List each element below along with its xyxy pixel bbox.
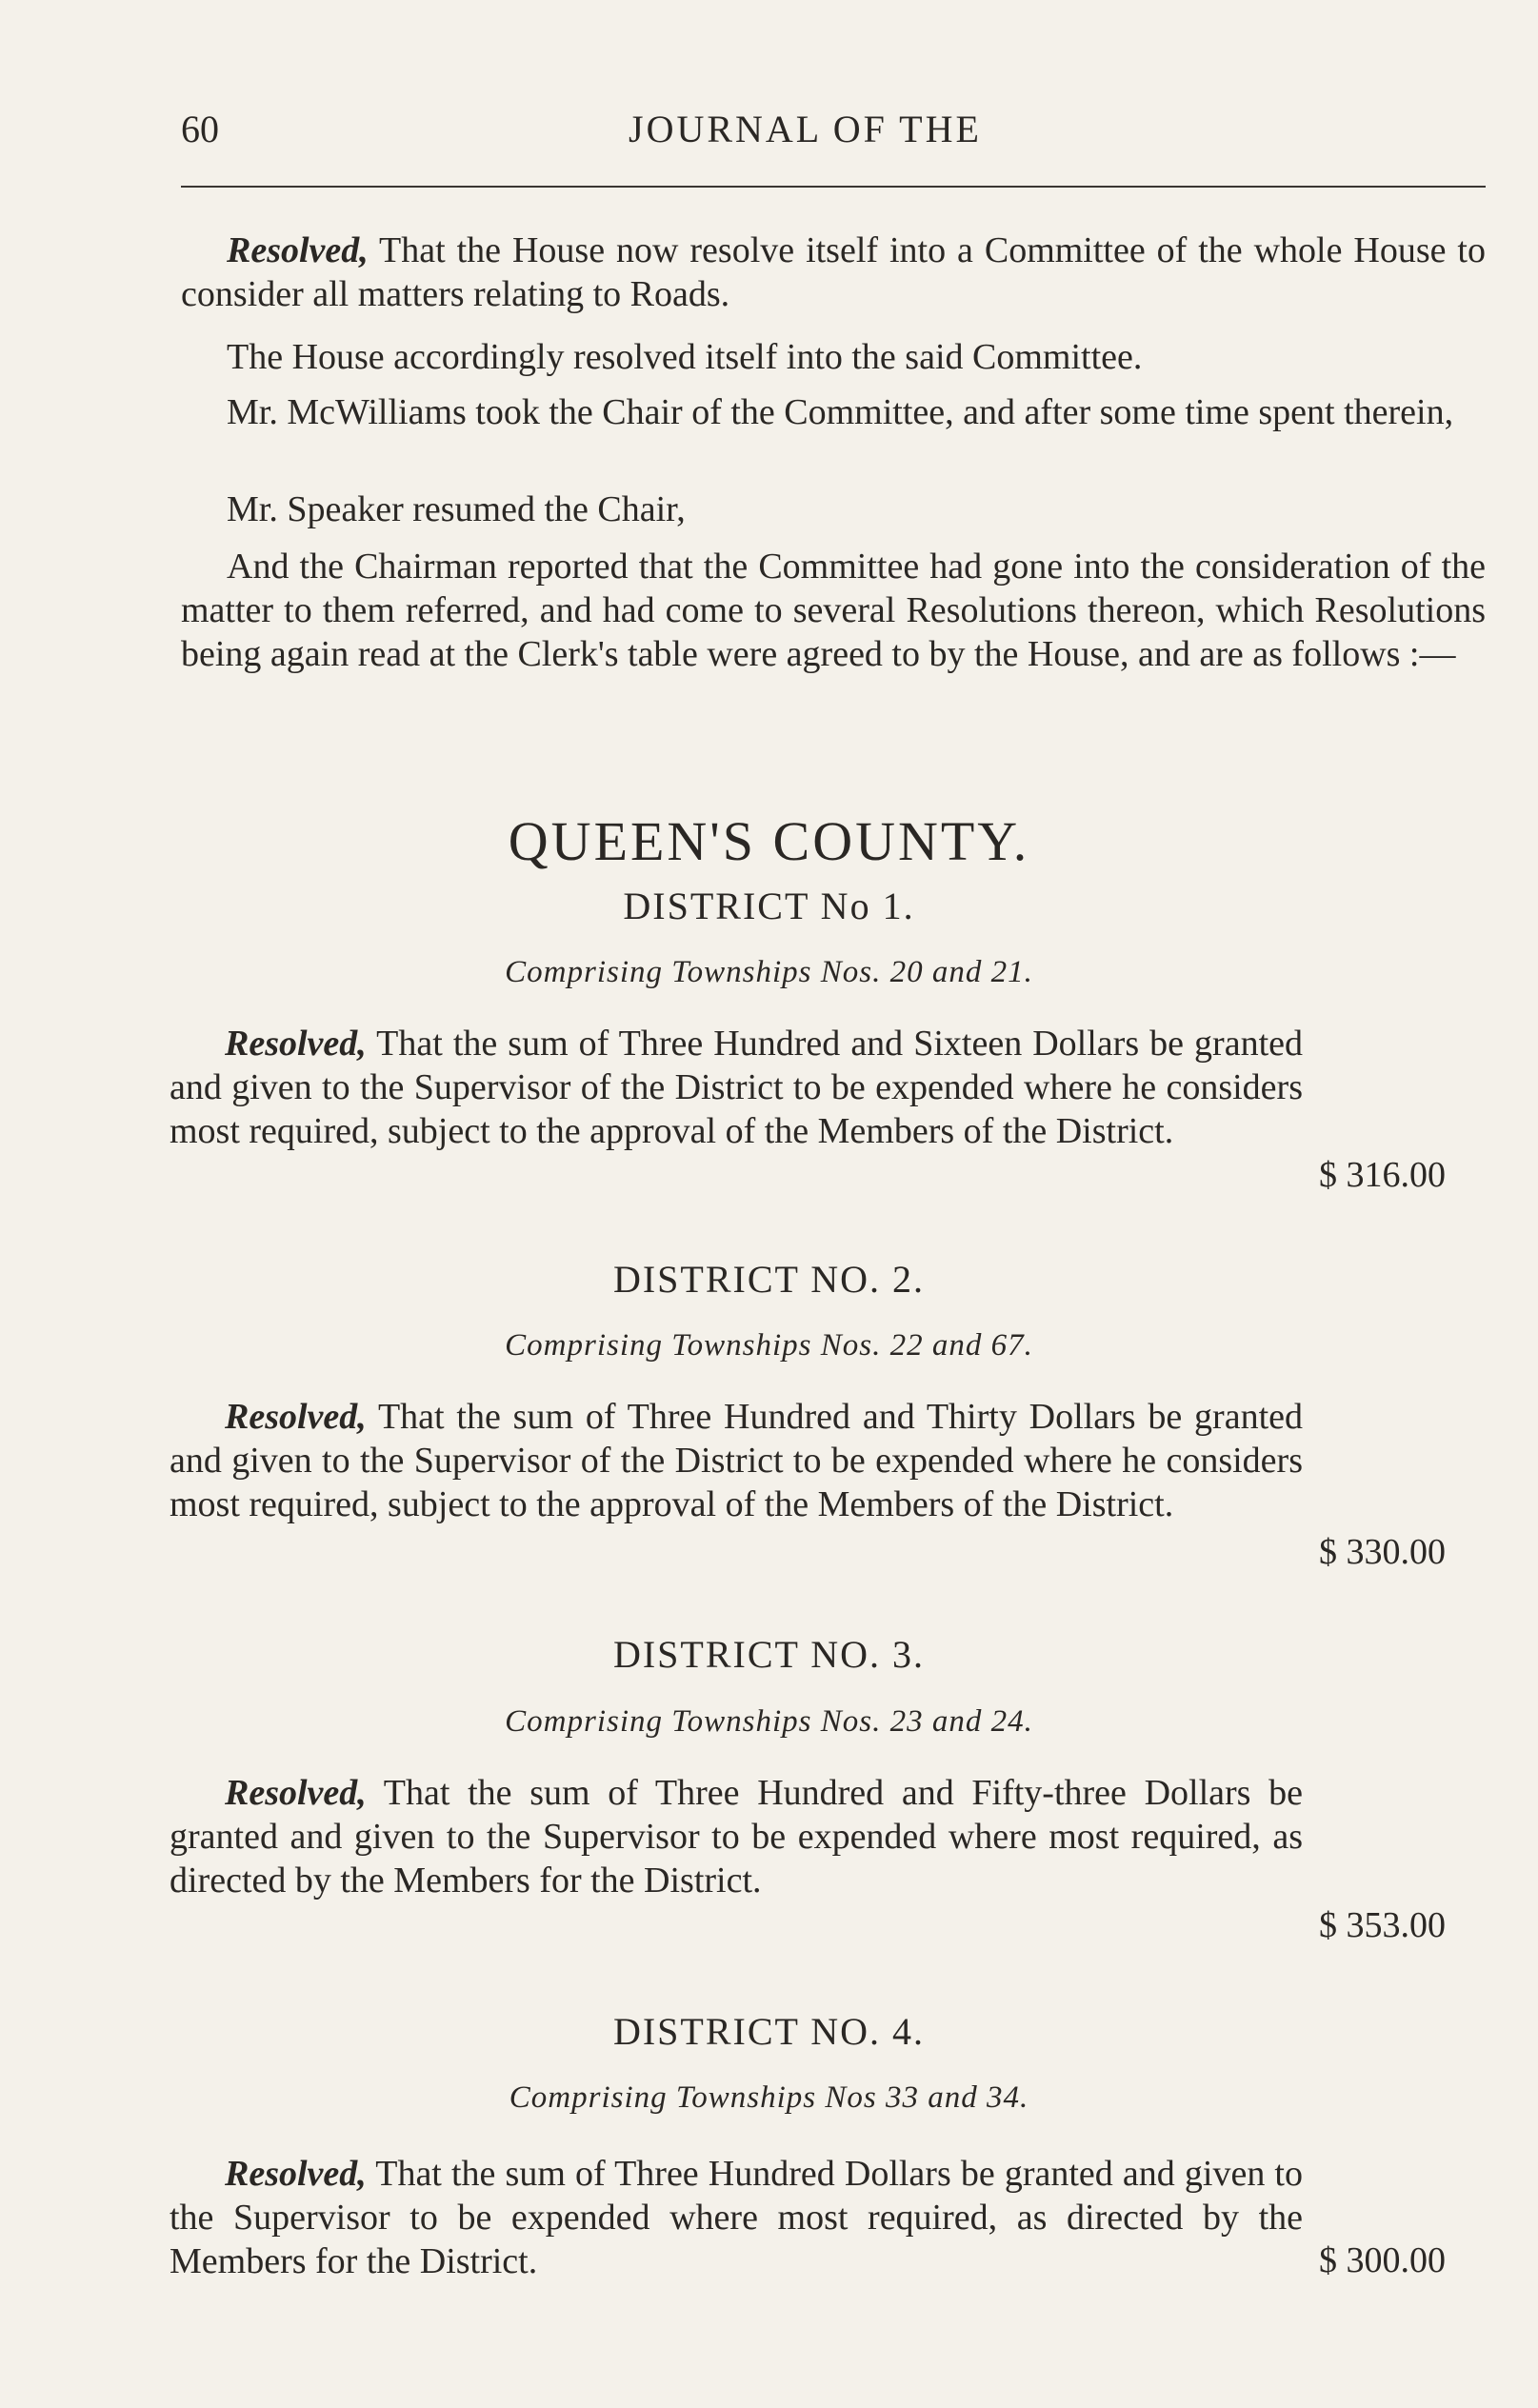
intro-paragraph-2: The House accordingly resolved itself into the said Committee. [227, 337, 1143, 377]
district-2-title: DISTRICT NO. 2. [612, 1258, 926, 1301]
district-3-title: DISTRICT NO. 3. [612, 1633, 926, 1676]
district-2-resolution: Resolved, That the sum of Three Hundred and Thirty Dollars be granted and given to the Supervisor of the District to be expended where he considers most required, subject to the approval of the Members of the District. [170, 1397, 1303, 1524]
district-3-amount: $ 353.00 [1319, 1905, 1446, 1945]
intro-resolution-text: That the House now resolve itself into a Committee of the whole House to consider all matters relating to Roads. [181, 230, 1486, 314]
intro-paragraph-4: Mr. Speaker resumed the Chair, [227, 489, 686, 529]
district-1-resolution: Resolved, That the sum of Three Hundred and Sixteen Dollars be granted and given to the Supervisor of the District to be expended where he considers most required, subject to the approval of the Members of the District. [170, 1024, 1303, 1151]
district-2-comprising: Comprising Townships Nos. 22 and 67. [505, 1328, 1033, 1363]
district-1-comprising: Comprising Townships Nos. 20 and 21. [505, 955, 1033, 989]
district-3-comprising: Comprising Townships Nos. 23 and 24. [505, 1704, 1033, 1739]
district-4-amount: $ 300.00 [1319, 2240, 1446, 2280]
district-4-comprising: Comprising Townships Nos 33 and 34. [509, 2080, 1029, 2115]
page-header [181, 107, 1486, 164]
resolved-lead: Resolved, [225, 1773, 367, 1813]
intro-paragraph-5: And the Chairman reported that the Committee had gone into the consideration of the matter to them referred, and had come to several Resolutions thereon, which Resolutions being again read at the Clerk's table were agreed to by the House, and are as follows :— [181, 547, 1486, 674]
header-rule [181, 186, 1486, 188]
resolved-lead: Resolved, [227, 230, 369, 270]
county-heading: QUEEN'S COUNTY. [508, 810, 1030, 872]
district-1-title: DISTRICT No 1. [623, 885, 915, 927]
page-number: 60 [181, 108, 219, 150]
resolved-lead: Resolved, [225, 2154, 367, 2194]
district-3-resolution: Resolved, That the sum of Three Hundred and Fifty-three Dollars be granted and given to the Supervisor to be expended where most required, as directed by the Members for the District. [170, 1773, 1303, 1901]
intro-resolution [181, 229, 1486, 316]
running-head: JOURNAL OF THE [629, 108, 982, 150]
district-2-amount: $ 330.00 [1319, 1532, 1446, 1572]
district-4-title: DISTRICT NO. 4. [612, 2010, 926, 2053]
resolved-lead: Resolved, [225, 1397, 367, 1437]
intro-paragraph-3: Mr. McWilliams took the Chair of the Committee, and after some time spent therein, [227, 392, 1454, 432]
district-4-resolution: Resolved, That the sum of Three Hundred Dollars be granted and given to the Supervisor to be expended where most required, as directed by the Members for the District. [170, 2154, 1303, 2281]
resolved-lead: Resolved, [225, 1024, 367, 1064]
district-1-amount: $ 316.00 [1319, 1155, 1446, 1195]
